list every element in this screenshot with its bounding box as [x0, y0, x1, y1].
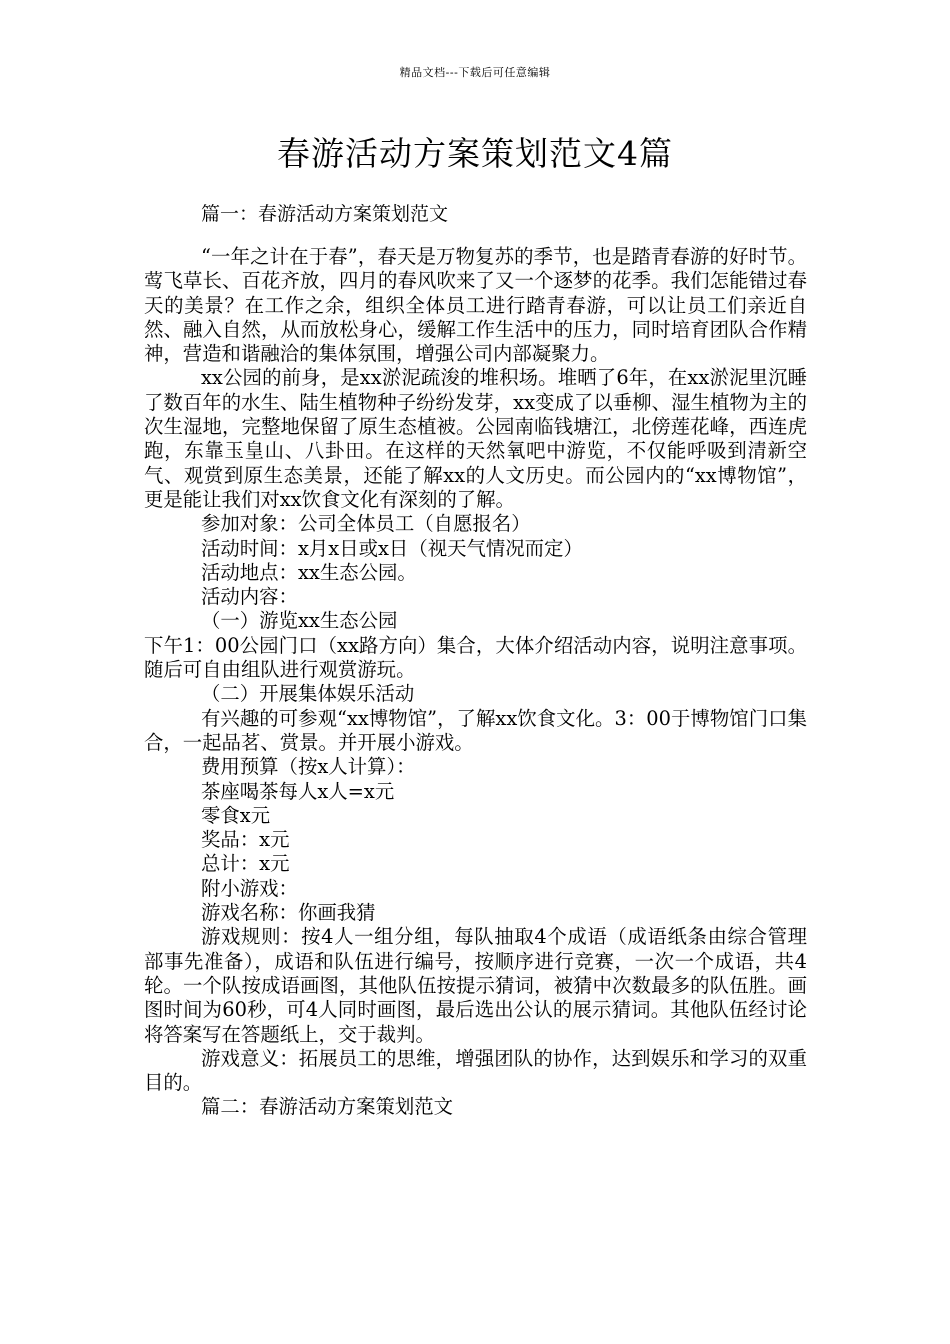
paragraph-intro: “一年之计在于春”，春天是万物复苏的季节，也是踏青春游的好时节。莺飞草长、百花齐放，四月的春风吹来了又一个逐梦的花季。我们怎能错过春天的美景？在工作之余，组织全体员工进行踏青春游，可以让员工们亲近自然、融入自然，从而放松身心，缓解工作生活中的压力，同时培育团队合作精神，营造和谐融洽的集体氛围，增强公司内部凝聚力。 [144, 245, 807, 366]
paragraph-content-label: 活动内容： [201, 585, 298, 609]
paragraph-game-meaning: 游戏意义：拓展员工的思维，增强团队的协作，达到娱乐和学习的双重目的。 [144, 1046, 807, 1095]
paragraph-game-rules: 游戏规则：按4人一组分组，每队抽取4个成语（成语纸条由综合管理部事先准备），成语和队伍进行编号，按顺序进行竞赛，一次一个成语，共4轮。一个队按成语画图，其他队伍按提示猜词，被猜中次数最多的队伍胜。画图时间为60秒，可4人同时画图，最后选出公认的展示猜词。其他队伍经讨论将答案写在答题纸上，交于裁判。 [144, 925, 807, 1046]
paragraph-item-1-body: 下午1：00公园门口（xx路方向）集合，大体介绍活动内容，说明注意事项。随后可自由组队进行观赏游玩。 [144, 633, 807, 682]
paragraph-item-2-heading: （二）开展集体娱乐活动 [201, 682, 415, 706]
paragraph-item-1-heading: （一）游览xx生态公园 [201, 609, 398, 633]
paragraph-park-description: xx公园的前身，是xx淤泥疏浚的堆积场。堆晒了6年，在xx淤泥里沉睡了数百年的水生、陆生植物种子纷纷发芽，xx变成了以垂柳、湿生植物为主的次生湿地，完整地保留了原生态植被。公园南临钱塘江，北傍莲花峰，西连虎跑，东靠玉皇山、八卦田。在这样的天然氧吧中游览，不仅能呼吸到清新空气、观赏到原生态美景，还能了解xx的人文历史。而公园内的“xx博物馆”，更是能让我们对xx饮食文化有深刻的了解。 [144, 366, 807, 511]
document-body [144, 245, 807, 1120]
paragraph-participants: 参加对象：公司全体员工（自愿报名） [201, 512, 531, 536]
section-heading-1: 篇一：春游活动方案策划范文 [201, 203, 449, 225]
paragraph-game-name: 游戏名称：你画我猜 [201, 901, 376, 925]
paragraph-budget-snacks: 零食x元 [201, 803, 271, 827]
paragraph-budget-prizes: 奖品：x元 [201, 828, 290, 852]
section-heading-2: 篇二：春游活动方案策划范文 [201, 1095, 454, 1119]
paragraph-budget-label: 费用预算（按x人计算）： [201, 755, 416, 779]
page-header-note: 精品文档---下载后可任意编辑 [399, 66, 551, 79]
paragraph-game-appendix: 附小游戏： [201, 876, 298, 900]
paragraph-budget-tea: 茶座喝茶每人x人=x元 [201, 779, 395, 803]
paragraph-time: 活动时间：x月x日或x日（视天气情况而定） [201, 536, 583, 560]
paragraph-location: 活动地点：xx生态公园。 [201, 560, 417, 584]
document-title: 春游活动方案策划范文4篇 [277, 134, 673, 173]
paragraph-budget-total: 总计：x元 [201, 852, 290, 876]
paragraph-item-2-body: 有兴趣的可参观“xx博物馆”，了解xx饮食文化。3：00于博物馆门口集合，一起品茗、赏景。并开展小游戏。 [144, 706, 807, 754]
